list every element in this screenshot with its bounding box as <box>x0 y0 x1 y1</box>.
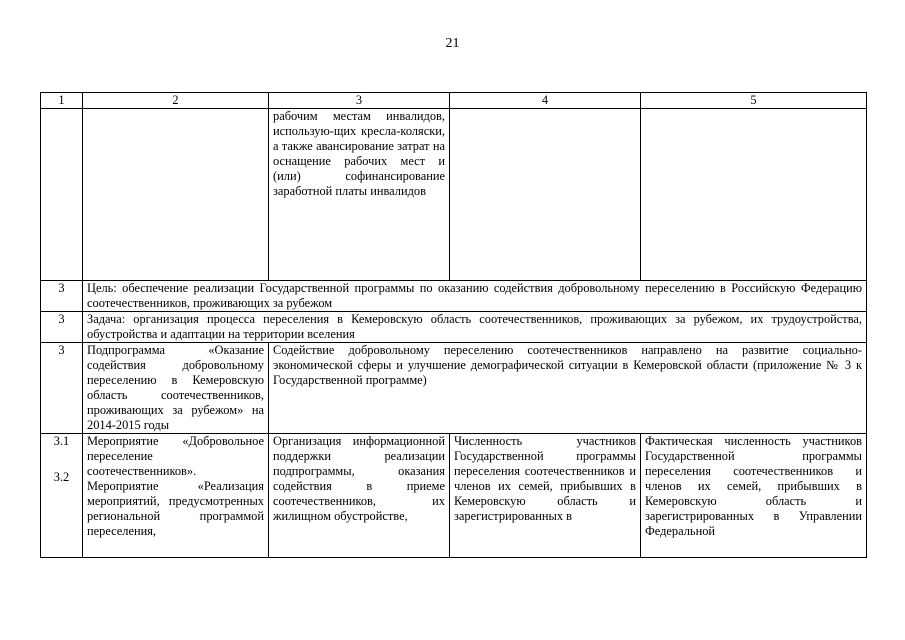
table-row-goal <box>41 281 867 312</box>
empty-cell <box>83 109 269 281</box>
task-text: Задача: организация процесса переселения в Кемеровскую область соотечественников, проживающих за рубежом, их трудоустройства, обустройства и адаптации на территории вселения <box>83 312 867 343</box>
measure-2-text: Мероприятие «Реализация мероприятий, предусмотренных региональной программой переселения, <box>87 479 264 538</box>
measure-numbers <box>41 434 83 558</box>
empty-cell <box>641 109 867 281</box>
header-cell: 1 <box>41 93 83 109</box>
header-cell: 5 <box>641 93 867 109</box>
table-row-measures <box>41 434 867 558</box>
continuation-text: рабочим местам инвалидов, использую-щих кресла-коляски, а также авансирование затрат на оснащение рабочих мест и (или) софинансирование заработной платы инвалидов <box>269 109 450 281</box>
empty-cell <box>41 109 83 281</box>
subprogram-name: Подпрограмма «Оказание содействия добровольному переселению в Кемеровскую область соотечественников, проживающих за рубежом» на 2014-2015 годы <box>83 343 269 434</box>
table-header-row <box>41 93 867 109</box>
subprogram-description: Содействие добровольному переселению соотечественников направлено на развитие социально-экономической сферы и улучшение демографической ситуации в Кемеровской области (приложение № 3 к Государственной программе) <box>269 343 867 434</box>
document-table <box>40 92 867 558</box>
measure-names <box>83 434 269 558</box>
header-cell: 3 <box>269 93 450 109</box>
row-number: 3 <box>41 343 83 434</box>
table-row-continuation <box>41 109 867 281</box>
measure-content: Организация информационной поддержки реализации подпрограммы, оказания содействия в приеме соотечественников, их жилищном обустройстве, <box>269 434 450 558</box>
indicator-method: Фактическая численность участников Государственной программы переселения соотечественников и членов их семей, прибывших в Кемеровскую область и зарегистрированных в Управлении Федеральной <box>641 434 867 558</box>
header-cell: 4 <box>450 93 641 109</box>
indicator-name: Численность участников Государственной программы переселения соотечественников и членов их семей, прибывших в Кемеровскую область и зарегистрированных в <box>450 434 641 558</box>
row-number: 3 <box>41 281 83 312</box>
measure-1-text: Мероприятие «Добровольное переселение соотечественников». <box>87 434 264 478</box>
row-number: 3 <box>41 312 83 343</box>
header-cell: 2 <box>83 93 269 109</box>
measure-number: 3.1 <box>53 434 70 448</box>
page-number: 21 <box>445 36 460 51</box>
table-row-task <box>41 312 867 343</box>
empty-cell <box>450 109 641 281</box>
goal-text: Цель: обеспечение реализации Государственной программы по оказанию содействия добровольному переселению в Российскую Федерацию соотечественников, проживающих за рубежом <box>83 281 867 312</box>
table-row-subprogram <box>41 343 867 434</box>
measure-number: 3.2 <box>53 470 70 484</box>
